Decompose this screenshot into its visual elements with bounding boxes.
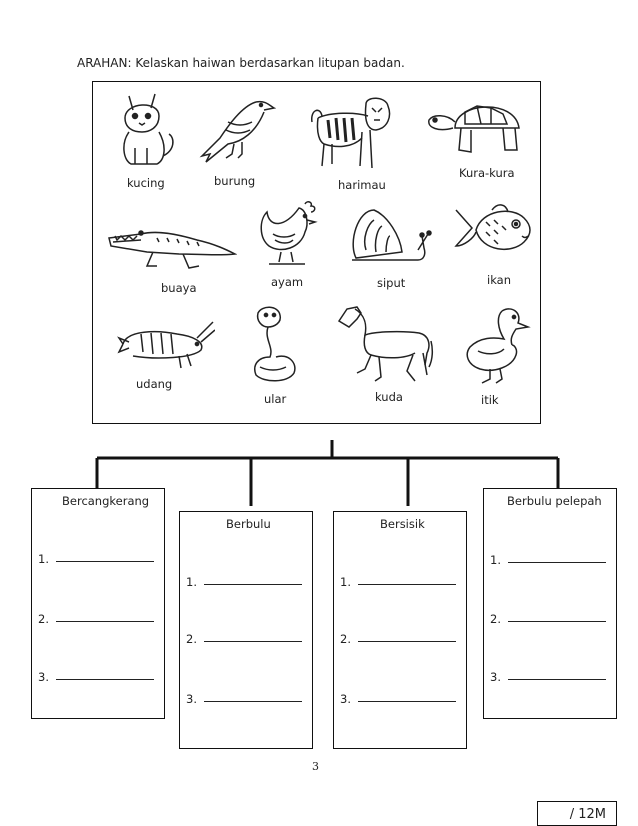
answer-number: 2. [186,632,197,646]
answer-number: 3. [340,692,351,706]
answer-row-3 [38,670,154,684]
animal-label-kucing: kucing [127,176,165,190]
animal-label-udang: udang [136,377,173,391]
answer-row-2 [340,632,456,646]
category-title-berbulu-pelepah: Berbulu pelepah [507,494,602,508]
instruction-text: ARAHAN: Kelaskan haiwan berdasarkan litupan badan. [77,56,405,70]
animal-label-ikan: ikan [487,273,511,287]
answer-number: 2. [340,632,351,646]
answer-number: 1. [490,553,501,567]
page-number: 3 [312,760,319,773]
category-box-bercangkerang [31,488,165,719]
category-box-berbulu-pelepah [483,488,617,719]
answer-number: 1. [186,575,197,589]
answer-number: 3. [38,670,49,684]
animal-label-itik: itik [481,393,499,407]
answer-line[interactable] [204,583,302,585]
answer-number: 3. [490,670,501,684]
answer-line[interactable] [508,561,606,563]
category-box-berbulu [179,511,313,749]
answer-number: 3. [186,692,197,706]
answer-row-2 [38,612,154,626]
answer-row-3 [490,670,606,684]
answer-line[interactable] [358,640,456,642]
answer-row-1 [38,552,154,566]
answer-line[interactable] [56,678,154,680]
answer-line[interactable] [56,560,154,562]
answer-line[interactable] [204,700,302,702]
answer-number: 1. [38,552,49,566]
answer-line[interactable] [508,620,606,622]
animal-label-ular: ular [264,392,287,406]
answer-line[interactable] [358,583,456,585]
answer-row-2 [490,612,606,626]
animal-label-ayam: ayam [271,275,304,289]
animal-label-siput: siput [377,276,406,290]
animal-label-buaya: buaya [161,281,197,295]
score-box: / 12M [537,801,617,826]
animal-label-harimau: harimau [338,178,386,192]
category-box-bersisik [333,511,467,749]
answer-row-1 [186,575,302,589]
category-title-bercangkerang: Bercangkerang [62,494,150,508]
answer-number: 2. [38,612,49,626]
animal-label-kura-kura: Kura-kura [459,166,515,180]
category-title-bersisik: Bersisik [380,517,425,531]
animal-label-kuda: kuda [375,390,403,404]
answer-row-1 [340,575,456,589]
category-title-berbulu: Berbulu [226,517,271,531]
answer-row-3 [186,692,302,706]
answer-number: 1. [340,575,351,589]
answer-line[interactable] [204,640,302,642]
answer-line[interactable] [508,678,606,680]
answer-number: 2. [490,612,501,626]
answer-row-2 [186,632,302,646]
answer-line[interactable] [358,700,456,702]
answer-row-3 [340,692,456,706]
animal-label-burung: burung [214,174,256,188]
answer-row-1 [490,553,606,567]
answer-line[interactable] [56,620,154,622]
